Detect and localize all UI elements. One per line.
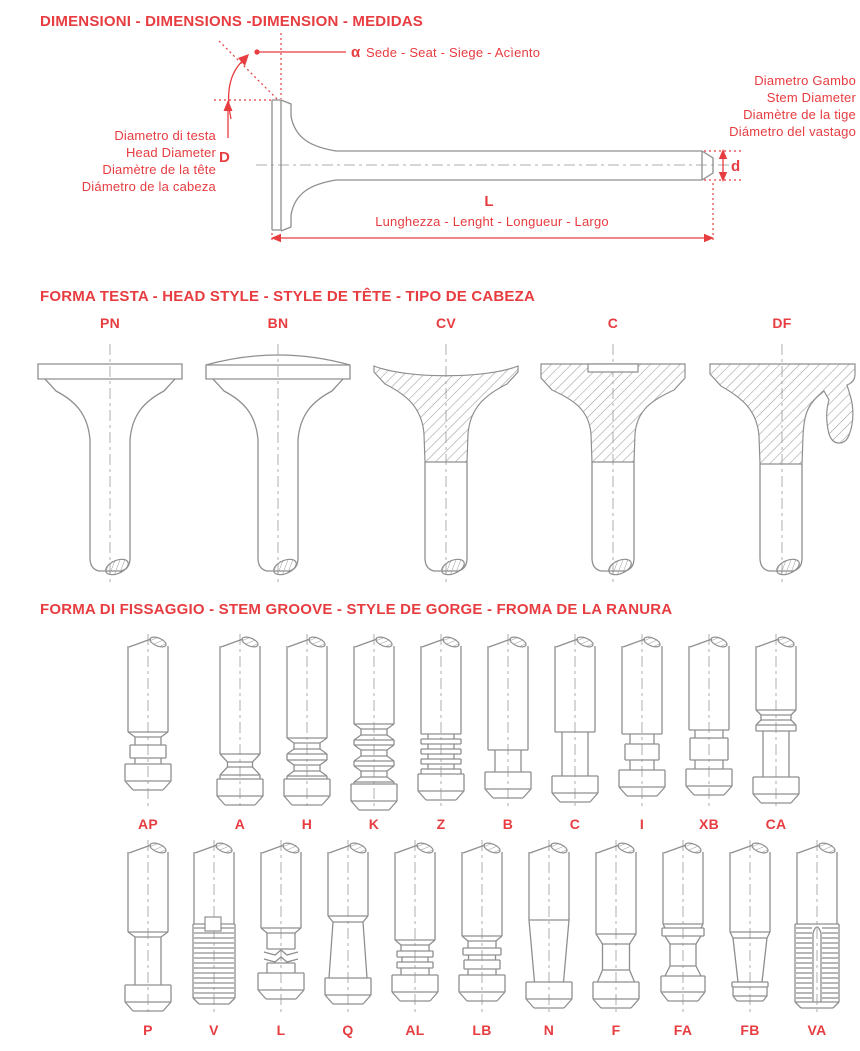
stem-groove-figure (253, 838, 309, 1018)
stem-groove-figure (789, 838, 845, 1018)
head-style-figure-slot-df (697, 316, 860, 588)
stem-groove-figure-slot-k (346, 632, 402, 831)
figure-label: XB (698, 816, 720, 832)
head-diameter-line: Diámetro de la cabeza (81, 179, 216, 194)
stem-groove-figure-slot-fb (722, 838, 778, 1037)
stem-groove-figure-slot-f (588, 838, 644, 1037)
head-diameter-line: Diametro di testa (114, 128, 216, 143)
stem-groove-figure (454, 838, 510, 1018)
figure-label: VA (807, 1022, 827, 1038)
stem-groove-figure (413, 632, 469, 812)
stem-diameter-symbol: d (731, 158, 741, 175)
head-style-figure-slot-cv (361, 316, 531, 588)
figure-label: LB (472, 1022, 492, 1038)
stem-groove-figure-slot-va (789, 838, 845, 1037)
figure-label: Q (342, 1022, 354, 1038)
figure-label: C (607, 315, 619, 331)
figure-label: AL (405, 1022, 425, 1038)
figure-label: N (543, 1022, 555, 1038)
stem-groove-figure-slot-z (413, 632, 469, 831)
head-style-figure (528, 338, 698, 588)
stem-groove-figure (279, 632, 335, 812)
stem-diameter-line: Diametro Gambo (754, 73, 856, 88)
stem-groove-figure-slot-n (521, 838, 577, 1037)
stem-groove-figure (387, 838, 443, 1018)
stem-groove-figure (480, 632, 536, 812)
dimensions-title: DIMENSIONI - DIMENSIONS -DIMENSION - MEDIDAS (40, 13, 423, 30)
head-style-figure-slot-bn (193, 316, 363, 588)
head-style-figure-slot-c (528, 316, 698, 588)
head-style-figure-slot-pn (25, 316, 195, 588)
figure-label: AP (137, 816, 159, 832)
stem-groove-figure-slot-fa (655, 838, 711, 1037)
stem-groove-figure (320, 838, 376, 1018)
stem-groove-figure (120, 632, 176, 812)
figure-label: CA (765, 816, 787, 832)
stem-groove-figure-slot-ap (120, 632, 176, 831)
figure-label: A (234, 816, 246, 832)
figure-label: H (301, 816, 313, 832)
stem-groove-figure (120, 838, 176, 1018)
length-symbol: L (484, 193, 494, 210)
stem-groove-figure (748, 632, 804, 812)
stem-groove-figure-slot-h (279, 632, 335, 831)
head-style-figure (25, 338, 195, 588)
figure-label: F (611, 1022, 621, 1038)
stem-groove-figure (655, 838, 711, 1018)
stem-groove-figure-slot-i (614, 632, 670, 831)
head-diameter-symbol: D (219, 149, 230, 166)
head-diameter-line: Head Diameter (125, 145, 216, 160)
stem-groove-figure (547, 632, 603, 812)
stem-groove-figure (186, 838, 242, 1018)
head-style-figure (361, 338, 531, 588)
stem-groove-figure-slot-b (480, 632, 536, 831)
figure-label: V (209, 1022, 219, 1038)
head-style-figure (697, 338, 860, 588)
stem-groove-figure-slot-xb (681, 632, 737, 831)
figure-label: FA (673, 1022, 693, 1038)
figure-label: Z (436, 816, 446, 832)
figure-label: PN (99, 315, 121, 331)
stem-groove-figure-slot-p (120, 838, 176, 1037)
figure-label: FB (740, 1022, 760, 1038)
stem-groove-figure-slot-ca (748, 632, 804, 831)
stem-groove-figure (588, 838, 644, 1018)
seat-angle-dot (254, 49, 259, 54)
stem-diameter-line: Diamètre de la tige (743, 107, 856, 122)
stem-diameter-line: Stem Diameter (766, 90, 856, 105)
stem-groove-figure (681, 632, 737, 812)
figure-label: P (143, 1022, 153, 1038)
stem-groove-figure (722, 838, 778, 1018)
dimension-diagram (0, 0, 860, 260)
figure-label: CV (435, 315, 457, 331)
stem-diameter-line: Diámetro del vastago (729, 124, 856, 139)
stem-groove-figure (521, 838, 577, 1018)
figure-label: C (569, 816, 581, 832)
stem-groove-figure (614, 632, 670, 812)
stem-groove-figure-slot-c (547, 632, 603, 831)
seat-label: Sede - Seat - Siege - Acìento (366, 45, 541, 60)
head-style-figure (193, 338, 363, 588)
stem-groove-figure-slot-q (320, 838, 376, 1037)
head-diameter-line: Diamètre de la tête (102, 162, 216, 177)
stem-groove-figure (346, 632, 402, 812)
head-style-title: FORMA TESTA - HEAD STYLE - STYLE DE TÊTE - TIPO DE CABEZA (40, 288, 536, 305)
figure-label: B (502, 816, 514, 832)
length-label: Lunghezza - Lenght - Longueur - Largo (375, 214, 609, 229)
stem-groove-figure-slot-a (212, 632, 268, 831)
stem-groove-figure-slot-al (387, 838, 443, 1037)
stem-groove-figure-slot-lb (454, 838, 510, 1037)
alpha-symbol: α (351, 44, 361, 61)
stem-groove-figure-slot-l (253, 838, 309, 1037)
figure-label: BN (267, 315, 289, 331)
figure-label: L (276, 1022, 286, 1038)
figure-label: I (639, 816, 645, 832)
stem-groove-figure (212, 632, 268, 812)
stem-groove-figure-slot-v (186, 838, 242, 1037)
figure-label: DF (772, 315, 792, 331)
figure-label: K (368, 816, 380, 832)
stem-groove-title: FORMA DI FISSAGGIO - STEM GROOVE - STYLE DE GORGE - FROMA DE LA RANURA (40, 601, 673, 618)
